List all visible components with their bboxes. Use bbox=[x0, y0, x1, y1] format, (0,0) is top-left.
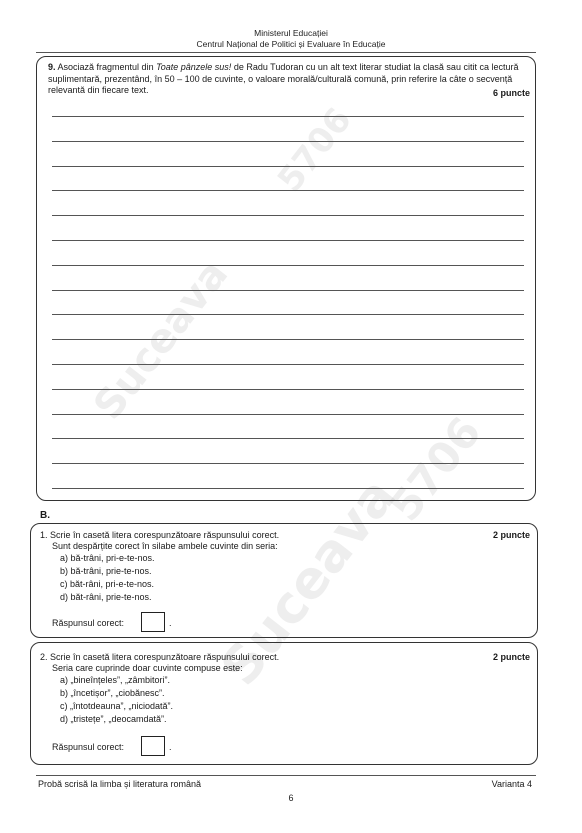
writing-line bbox=[52, 141, 524, 142]
question-1-option-a: a) bă-trâni, pri-e-te-nos. bbox=[60, 553, 155, 563]
watermark-text-bottom: Suceava bbox=[210, 467, 408, 697]
watermark-number: 5706 bbox=[380, 407, 491, 531]
question-2-option-a: a) „bineînțeles”, „zâmbitori”. bbox=[60, 675, 171, 685]
question-2-answer-box[interactable] bbox=[141, 736, 165, 756]
question-9-text-after: de Radu Tudoran cu un alt text literar studiat la clasă sau citit ca lectură suplimentară, prezentând, în 50 – 100 de cuvinte, o valoare morală/culturală comună, prin referire la câte o secvență relevantă din fiecare text. bbox=[48, 62, 519, 95]
question-2-option-b: b) „încetișor”, „ciobănesc”. bbox=[60, 688, 165, 698]
writing-line bbox=[52, 240, 524, 241]
question-1-answer-dot: . bbox=[169, 618, 172, 628]
question-2-option-d: d) „tristețe”, „deocamdată”. bbox=[60, 714, 167, 724]
writing-line bbox=[52, 438, 524, 439]
question-2-answer-label: Răspunsul corect: bbox=[52, 742, 125, 752]
question-9-number: 9. bbox=[48, 62, 56, 72]
page-number: 6 bbox=[288, 793, 294, 803]
writing-line bbox=[52, 116, 524, 117]
footer-variant: Varianta 4 bbox=[491, 779, 532, 789]
question-2-points: 2 puncte bbox=[492, 652, 530, 662]
question-1-answer-label: Răspunsul corect: bbox=[52, 618, 125, 628]
header-center: Centrul Național de Politici și Evaluare în Educație bbox=[196, 39, 386, 49]
writing-line bbox=[52, 389, 524, 390]
writing-line bbox=[52, 166, 524, 167]
question-1-option-b: b) bă-trâni, prie-te-nos. bbox=[60, 566, 152, 576]
watermark-text: Suceava bbox=[85, 251, 238, 429]
question-2-answer-dot: . bbox=[169, 742, 172, 752]
writing-line bbox=[52, 463, 524, 464]
question-9-box bbox=[36, 56, 536, 501]
page-header bbox=[0, 28, 582, 50]
question-1-subtitle: Sunt despărțite corect în silabe ambele cuvinte din seria: bbox=[52, 541, 278, 551]
footer-exam-name: Probă scrisă la limba și literatura română bbox=[38, 779, 202, 789]
question-9-text-before: Asociază fragmentul din bbox=[55, 62, 157, 72]
writing-line bbox=[52, 339, 524, 340]
question-1-points: 2 puncte bbox=[492, 530, 530, 540]
writing-line bbox=[52, 414, 524, 415]
writing-line bbox=[52, 314, 524, 315]
question-1-title: 1. Scrie în casetă litera corespunzătoare răspunsului corect. bbox=[40, 530, 280, 540]
question-1-option-c: c) băt-râni, pri-e-te-nos. bbox=[60, 579, 155, 589]
footer-divider bbox=[36, 775, 536, 776]
question-2-option-c: c) „întotdeauna”, „niciodată”. bbox=[60, 701, 174, 711]
writing-line bbox=[52, 290, 524, 291]
writing-line bbox=[52, 488, 524, 489]
writing-line bbox=[52, 215, 524, 216]
writing-line bbox=[52, 364, 524, 365]
writing-line bbox=[52, 190, 524, 191]
section-b-label: B. bbox=[40, 510, 50, 521]
question-1-answer-box[interactable] bbox=[141, 612, 165, 632]
question-1-option-d: d) băt-râni, prie-te-nos. bbox=[60, 592, 152, 602]
watermark-number-top: 5706 bbox=[270, 100, 360, 200]
question-2-title: 2. Scrie în casetă litera corespunzătoare răspunsului corect. bbox=[40, 652, 280, 662]
header-divider bbox=[36, 52, 536, 53]
question-9-text bbox=[48, 62, 526, 97]
header-ministry: Ministerul Educației bbox=[254, 28, 328, 38]
writing-line bbox=[52, 265, 524, 266]
question-9-work-title: Toate pânzele sus! bbox=[156, 62, 232, 72]
question-2-subtitle: Seria care cuprinde doar cuvinte compuse este: bbox=[52, 663, 243, 673]
question-9-points: 6 puncte bbox=[492, 88, 530, 98]
